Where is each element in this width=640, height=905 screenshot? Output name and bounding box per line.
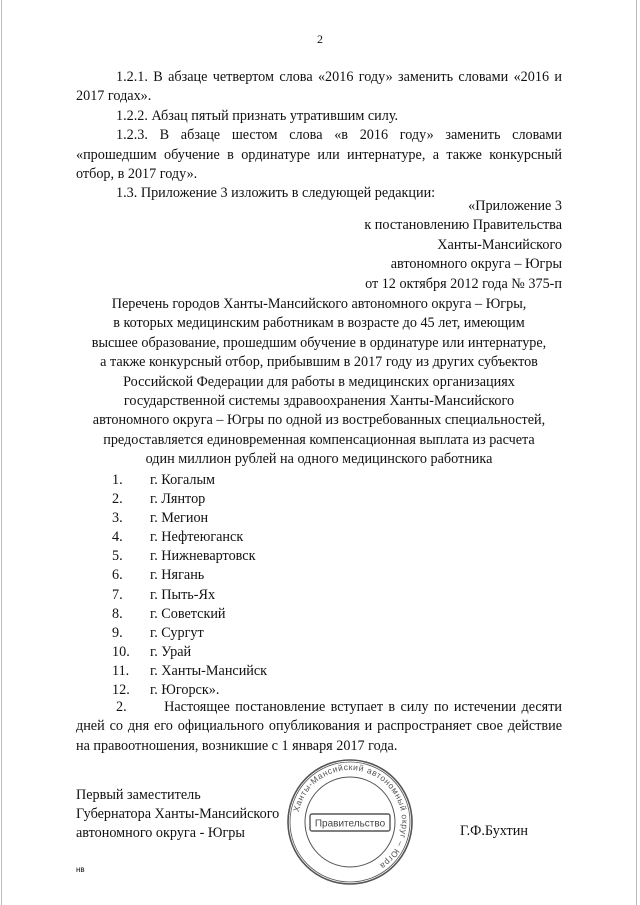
list-item [112,566,267,585]
right-scan-edge [636,0,637,905]
list-item [112,509,267,528]
city-number: 10. [112,643,130,660]
city-list [112,471,267,700]
city-name: г. Советский [150,605,226,622]
list-title-line: один миллион рублей на одного медицинского работника [145,451,493,468]
city-number: 12. [112,682,130,699]
city-name: г. Югорск». [150,682,220,699]
appendix-reference [364,197,562,294]
seal-ring-text: Ханты-Мансийский автономный округ – Югра [291,761,411,872]
city-number: 7. [112,586,123,603]
city-name: г. Ханты-Мансийск [150,662,268,679]
city-name: г. Урай [150,643,192,660]
list-item [112,471,267,490]
list-title-line: высшее образование, прошедшим обучение в ординатуре или интернатуре, [91,334,547,351]
list-item [112,586,267,605]
list-title-line: а также конкурсный отбор, прибывшим в 2017 году из других субъектов [100,354,538,371]
city-name: г. Мегион [150,510,209,527]
list-title-line: автономного округа – Югры по одной из востребованных специальностей, [92,412,546,429]
city-name: г. Лянтор [150,491,206,508]
list-item [112,490,267,509]
appendix-ref-line: автономного округа – Югры [390,256,562,273]
city-name: г. Нижневартовск [150,548,256,565]
city-number: 11. [112,662,130,679]
list-title-line: Российской Федерации для работы в медицинских организациях [123,373,515,390]
amendment-text [76,68,562,204]
left-scan-edge [1,0,2,905]
list-item [112,605,267,624]
city-name: г. Сургут [150,624,204,641]
executor-initials: нв [76,865,85,874]
signer-title [76,786,279,843]
city-name: г. Нефтеюганск [150,529,244,546]
city-number: 5. [112,548,123,565]
government-seal [286,758,414,886]
list-item [112,547,267,566]
city-number: 4. [112,529,123,546]
list-title-line: предоставляется единовременная компенсационная выплата из расчета [103,431,535,448]
list-item [112,643,267,662]
city-name: г. Когалым [150,472,215,488]
page-number: 2 [317,32,323,46]
appendix-ref-line: Ханты-Мансийского [437,236,562,253]
svg-text:Ханты-Мансийский автономный ок [291,762,410,872]
city-number: 1. [112,472,123,488]
appendix-ref-line: «Приложение 3 [468,198,562,214]
city-number: 6. [112,567,123,584]
effective-date-clause [76,698,562,756]
paragraph-2: 2. Настоящее постановление вступает в силу по истечении десяти дней со дня его официального опубликования и распространяет свое действие на правоотношения, возникшие с 1 января 2017 года. [76,699,562,754]
list-item [112,662,267,681]
signer-line: автономного округа - Югры [76,825,245,841]
list-item [112,528,267,547]
city-name: г. Нягань [150,567,205,584]
paragraph-1-2-1: 1.2.1. В абзаце четвертом слова «2016 году» заменить словами «2016 и 2017 годах». [76,69,562,105]
seal-center-text: Правительство [314,818,386,830]
list-title-line: в которых медицинским работникам в возрасте до 45 лет, имеющим [113,315,525,332]
city-number: 2. [112,491,123,508]
city-number: 3. [112,510,123,527]
city-number: 9. [112,624,123,641]
appendix-ref-line: к постановлению Правительства [364,217,562,234]
signer-line: Первый заместитель [76,787,201,803]
paragraph-1-2-2: 1.2.2. Абзац пятый признать утратившим силу. [116,107,399,124]
list-title-line: Перечень городов Ханты-Мансийского автономного округа – Югры, [111,296,527,312]
city-name: г. Пыть-Ях [150,586,216,603]
list-title [76,295,562,470]
paragraph-1-2-3: 1.2.3. В абзаце шестом слова «в 2016 году» заменить словами «прошедшим обучение в ординатуре или интернатуре, а также конкурсный отбор, в 2017 году». [76,127,562,183]
appendix-ref-line: от 12 октября 2012 года № 375-п [365,275,562,292]
list-title-line: государственной системы здравоохранения Ханты-Мансийского [123,393,515,410]
signature-name: Г.Ф.Бухтин [460,823,528,839]
list-item [112,624,267,643]
city-number: 8. [112,605,123,622]
signer-line: Губернатора Ханты-Мансийского [76,806,280,822]
paragraph-1-3: 1.3. Приложение 3 изложить в следующей редакции: [116,185,436,202]
